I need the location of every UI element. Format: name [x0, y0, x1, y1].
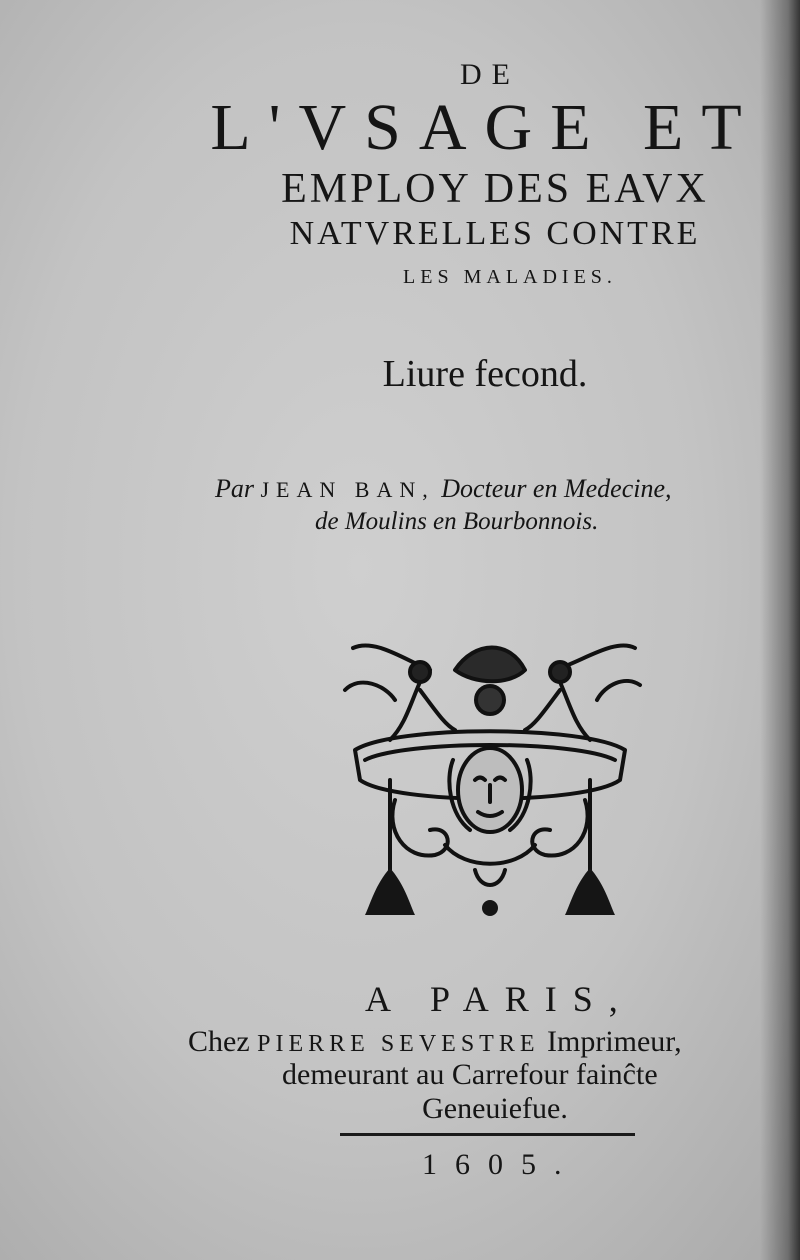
page-edge-shadow [760, 0, 800, 1260]
book-subtitle: Liure fecond. [382, 353, 588, 395]
title-line-1: DE [460, 58, 520, 91]
author-origin: de Moulins en Bourbonnois. [315, 508, 599, 535]
printer-role: Imprimeur, [547, 1025, 682, 1058]
imprint-chez: Chez [188, 1025, 250, 1058]
author-name: JEAN BAN, [260, 477, 435, 502]
printer-name: PIERRE SEVESTRE [257, 1031, 540, 1057]
title-line-5: LES MALADIES. [403, 266, 617, 288]
author-title: Docteur en Medecine, [441, 474, 672, 503]
imprint-address-2: Geneuiefue. [422, 1092, 568, 1125]
printers-device-icon [335, 630, 645, 930]
publication-year: 1605. [422, 1148, 580, 1181]
author-line [215, 474, 785, 504]
imprint-address-1: demeurant au Carrefour fainĉte [282, 1058, 658, 1091]
imprint-printer-line [188, 1025, 778, 1059]
divider-rule [340, 1133, 635, 1136]
author-prefix: Par [215, 474, 254, 503]
imprint-city: A PARIS, [365, 979, 634, 1019]
title-line-2: L'VSAGE ET [210, 91, 760, 164]
title-line-4: NATVRELLES CONTRE [289, 215, 701, 252]
title-line-3: EMPLOY DES EAVX [281, 166, 709, 212]
